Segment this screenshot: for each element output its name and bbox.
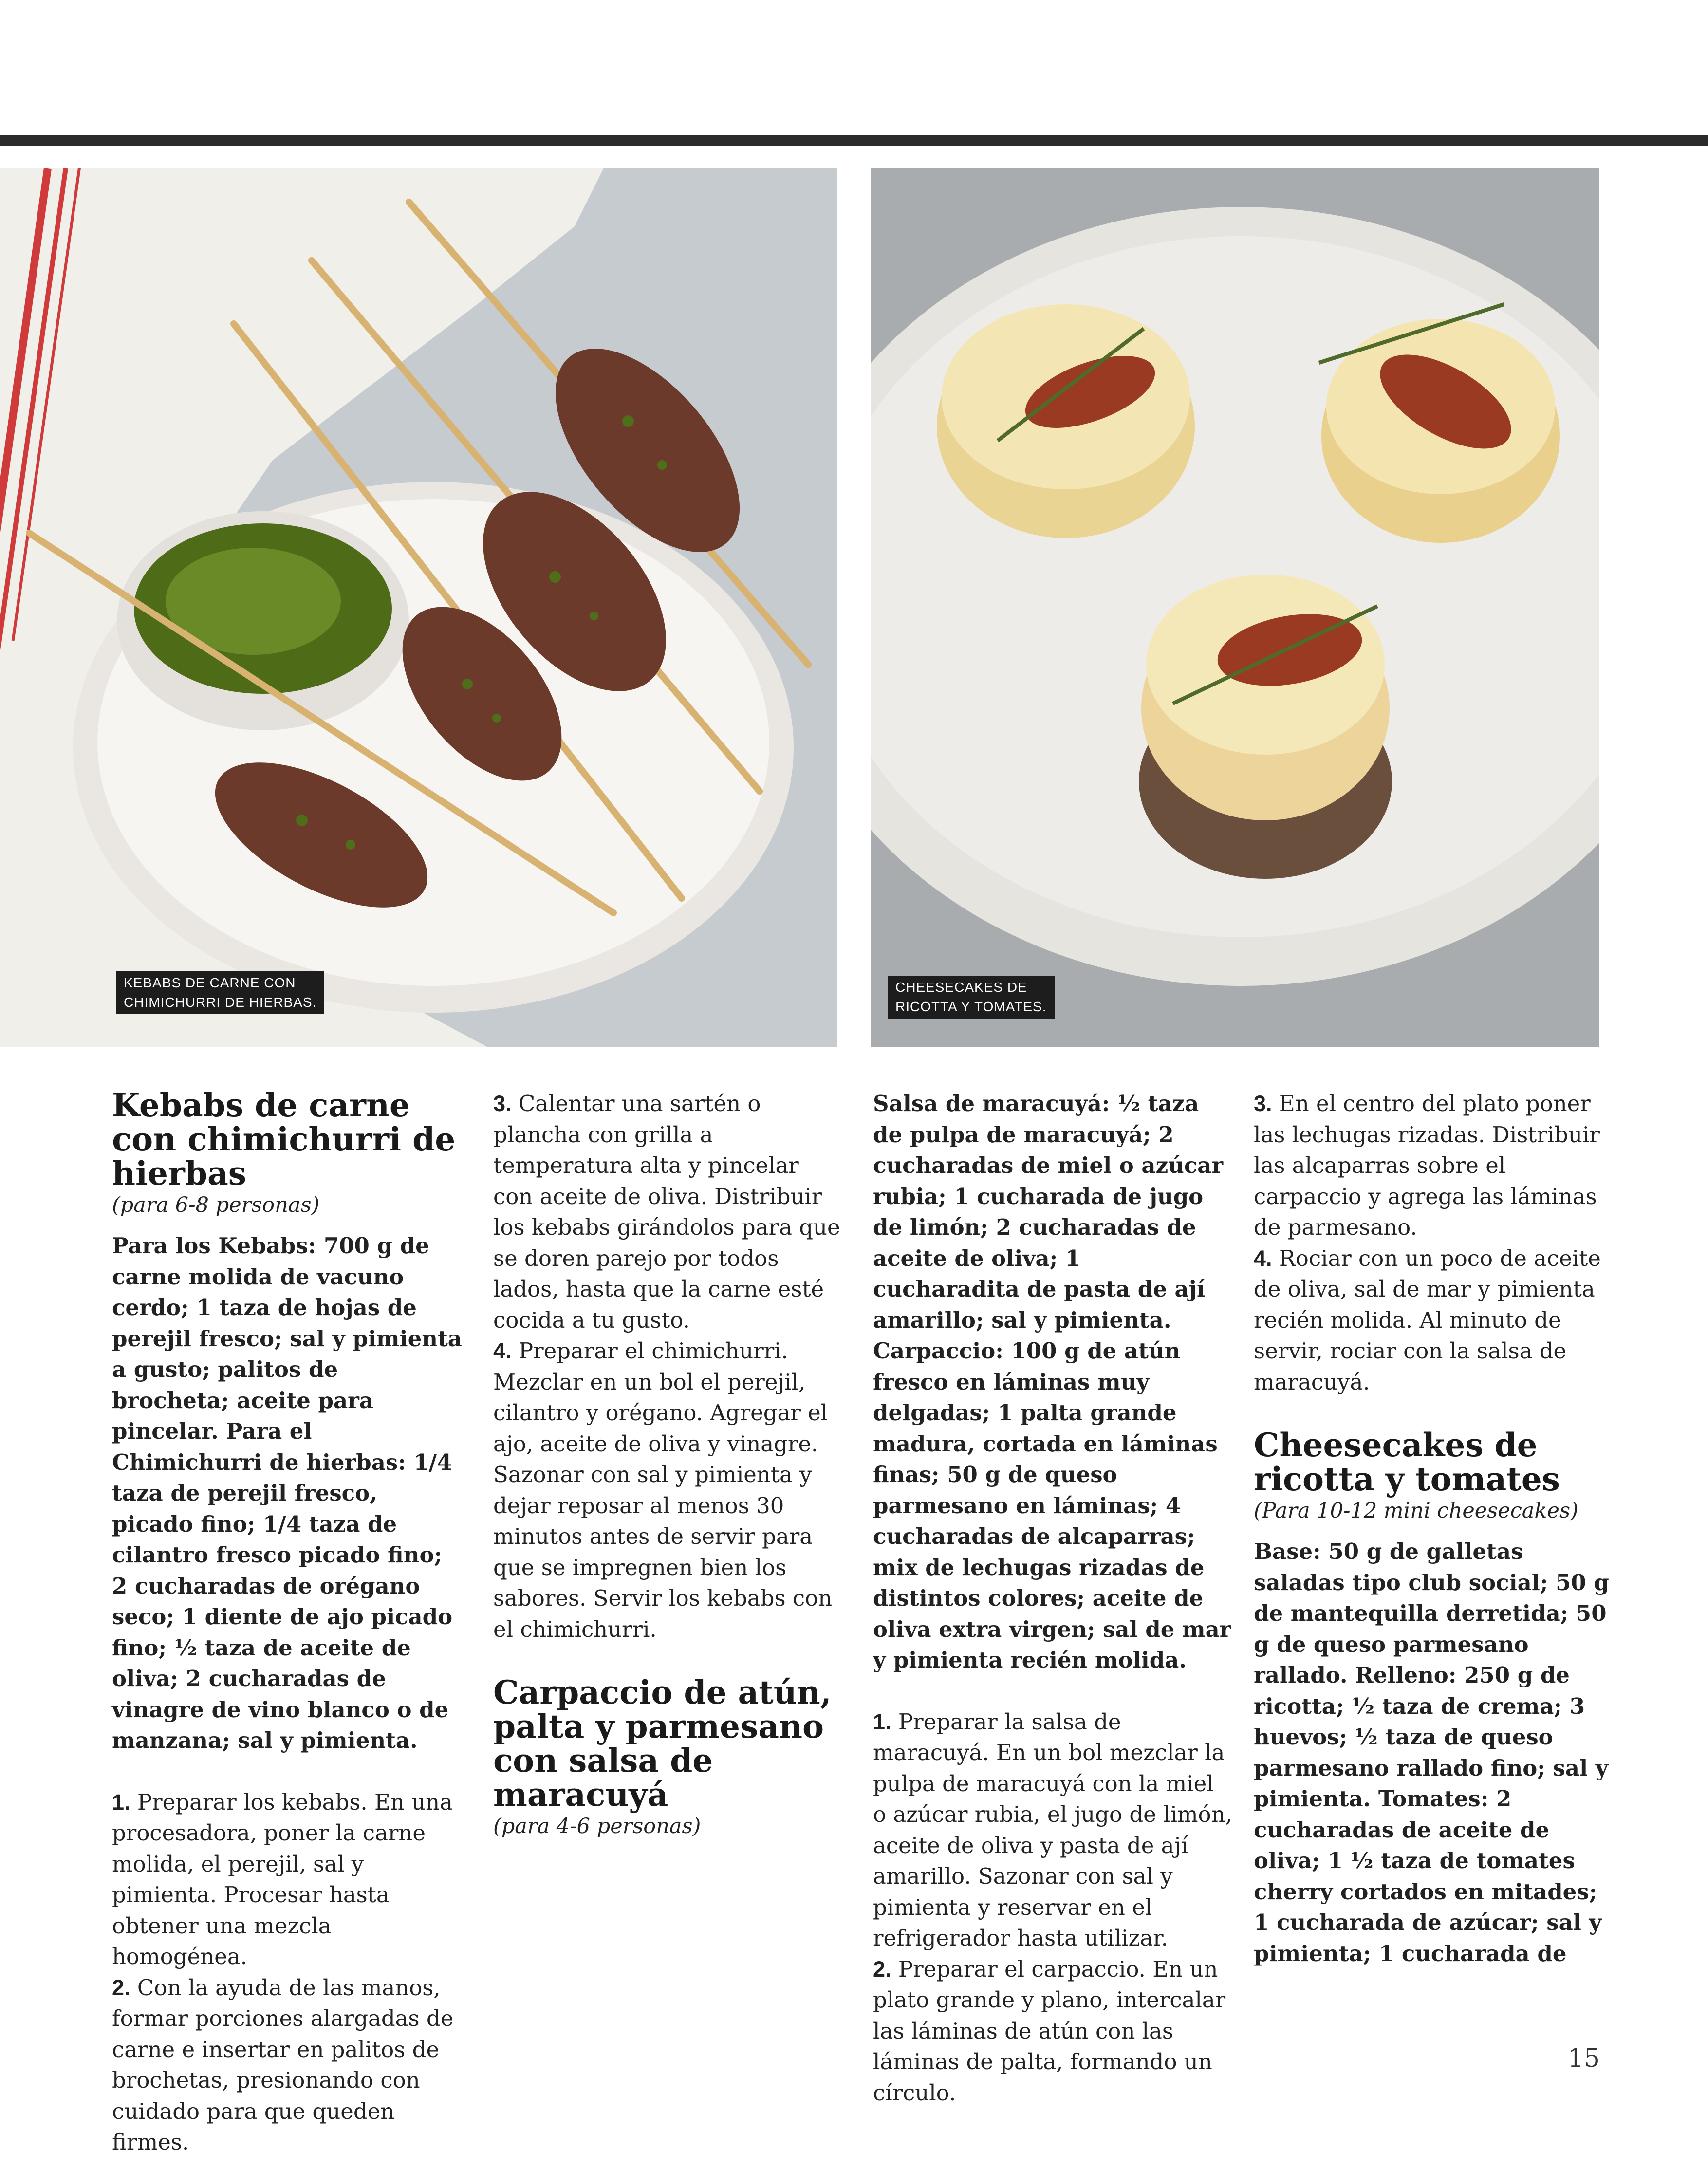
kebabs-photo — [0, 168, 837, 1047]
carpaccio-servings: (para 4-6 personas) — [493, 1814, 701, 1838]
carpaccio-title: Carpaccio de atún, palta y parmesano con salsa de maracuyá — [493, 1673, 832, 1814]
kebabs-step-3: 3. Calentar una sartén o plancha con grilla a temperatura alta y pincelar con aceite de oliva. Distribuir los kebabs girándolos para que se doren parejo por todos lados, hasta que la carne esté cocida a tu gusto. — [493, 1091, 840, 1333]
carpaccio-step-4: 4. Rociar con un poco de aceite de oliva, sal de mar y pimienta recién molida. Al minuto de servir, rociar con la salsa de maracuyá. — [1254, 1245, 1601, 1395]
page-number: 15 — [1567, 2044, 1600, 2073]
carpaccio-step-1: 1. Preparar la salsa de maracuyá. En un bol mezclar la pulpa de maracuyá con la miel o azúcar rubia, el jugo de limón, aceite de oliva y pasta de ají amarillo. Sazonar con sal y pimienta y reservar en el refrigerador hasta utilizar. — [873, 1708, 1232, 1951]
column-1 — [112, 1088, 463, 2158]
cheesecakes-servings: (Para 10-12 mini cheesecakes) — [1254, 1499, 1578, 1523]
column-4 — [1254, 1088, 1609, 1969]
kebabs-caption: KEBABS DE CARNE CON CHIMICHURRI DE HIERBAS. — [116, 971, 324, 1014]
kebabs-step-4: 4. Preparar el chimichurri. Mezclar en un bol el perejil, cilantro y orégano. Agregar el ajo, aceite de oliva y vinagre. Sazonar con sal y pimienta y dejar reposar al menos 30 minutos antes de servir para que se impregnen bien los sabores. Servir los kebabs con el chimichurri. — [493, 1338, 833, 1642]
kebabs-step-2: 2. Con la ayuda de las manos, formar porciones alargadas de carne e insertar en palitos de brochetas, presionando con cuidado para que queden firmes. — [112, 1974, 454, 2155]
kebabs-servings: (para 6-8 personas) — [112, 1193, 320, 1217]
cheesecakes-photo — [871, 168, 1599, 1047]
carpaccio-step-3: 3. En el centro del plato poner las lechugas rizadas. Distribuir las alcaparras sobre el carpaccio y agrega las láminas de parmesano. — [1254, 1091, 1600, 1240]
carpaccio-step-2: 2. Preparar el carpaccio. En un plato grande y plano, intercalar las láminas de atún con las láminas de palta, formando un círculo. — [873, 1956, 1226, 2106]
column-3 — [873, 1088, 1233, 2108]
top-rule — [0, 135, 1708, 146]
kebabs-title: Kebabs de carne con chimichurri de hierbas — [112, 1086, 456, 1192]
cheesecakes-ingredients: Base: 50 g de galletas saladas tipo club social; 50 g de mantequilla derretida; 50 g de queso parmesano rallado. Relleno: 250 g de ricotta; ½ taza de crema; 3 huevos; ½ taza de queso parmesano rallado fino; sal y pimienta. Tomates: 2 cucharadas de aceite de oliva; 1 ½ taza de tomates cherry cortados en mitades; 1 cucharada de azúcar; sal y pimienta; 1 cucharada de — [1254, 1539, 1609, 1966]
column-2 — [493, 1088, 844, 1852]
kebabs-ingredients: Para los Kebabs: 700 g de carne molida de vacuno cerdo; 1 taza de hojas de perejil fresco; sal y pimienta a gusto; palitos de brocheta; aceite para pincelar. Para el Chimichurri de hierbas: 1/4 taza de perejil fresco, picado fino; 1/4 taza de cilantro fresco picado fino; 2 cucharadas de orégano seco; 1 diente de ajo picado fino; ½ taza de aceite de oliva; 2 cucharadas de vinagre de vino blanco o de manzana; sal y pimienta. — [112, 1233, 462, 1753]
kebabs-step-1: 1. Preparar los kebabs. En una procesadora, poner la carne molida, el perejil, sal y pimienta. Procesar hasta obtener una mezcla homogénea. — [112, 1789, 453, 1969]
carpaccio-ingredients: Salsa de maracuyá: ½ taza de pulpa de maracuyá; 2 cucharadas de miel o azúcar rubia; 1 cucharada de jugo de limón; 2 cucharadas de aceite de oliva; 1 cucharadita de pasta de ají amarillo; sal y pimienta. Carpaccio: 100 g de atún fresco en láminas muy delgadas; 1 palta grande madura, cortada en láminas finas; 50 g de queso parmesano en láminas; 4 cucharadas de alcaparras; mix de lechugas rizadas de distintos colores; aceite de oliva extra virgen; sal de mar y pimienta recién molida. — [873, 1091, 1231, 1673]
cheesecakes-title: Cheesecakes de ricotta y tomates — [1254, 1426, 1560, 1498]
cheesecakes-caption: CHEESECAKES DE RICOTTA Y TOMATES. — [888, 976, 1055, 1019]
